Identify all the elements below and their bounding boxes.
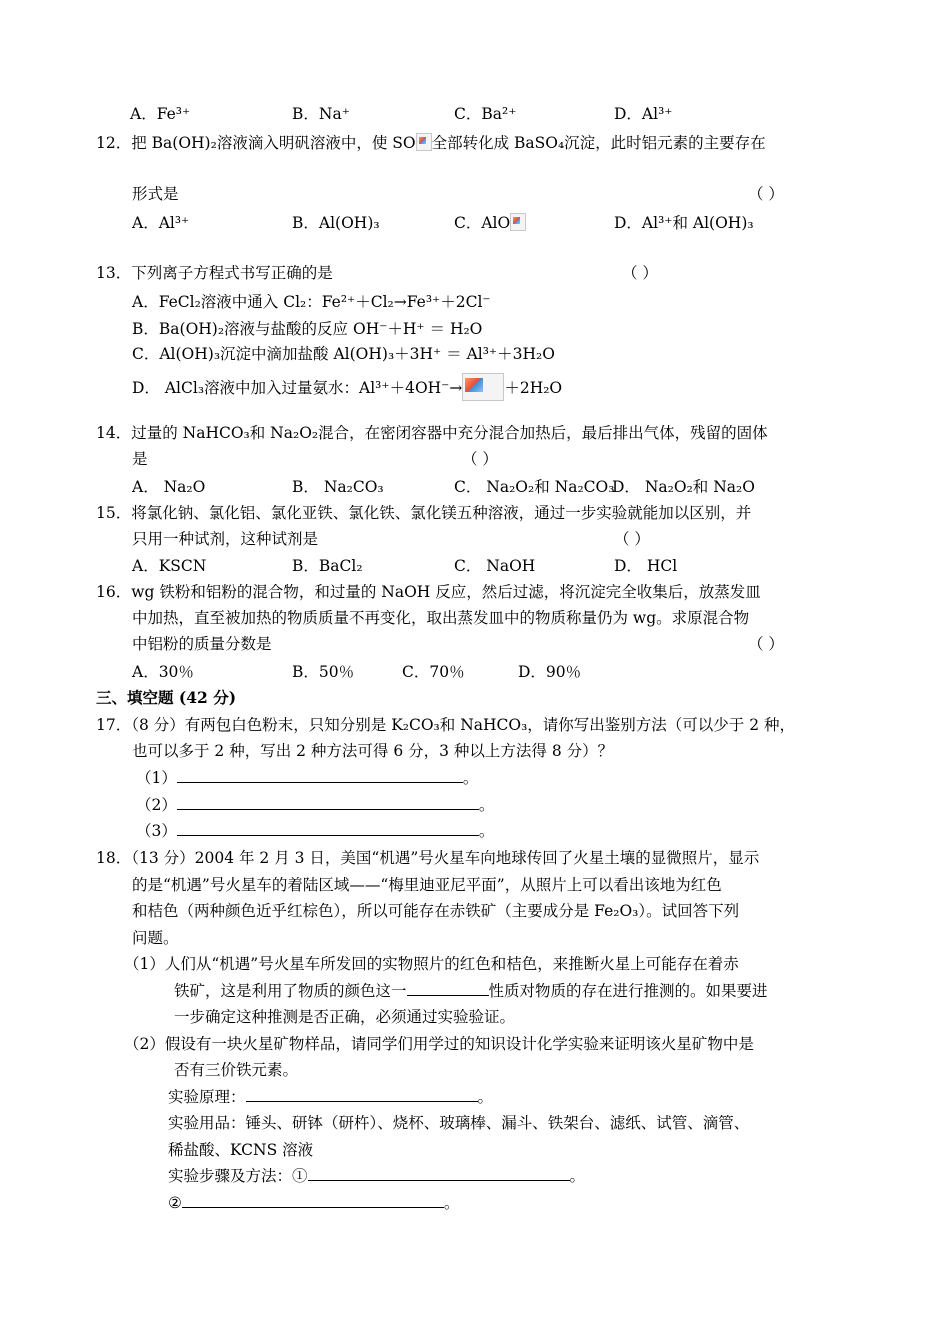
q13-option-c: C．Al(OH)₃沉淀中滴加盐酸 Al(OH)₃＋3H⁺ ＝ Al³⁺＋3H₂O — [132, 345, 555, 363]
q18-stem-line2: 的是“机遇”号火星车的着陆区域——“梅里迪亚尼平面”，从照片上可以看出该地为红色 — [132, 876, 722, 894]
q16-stem-line2: 中加热，直至被加热的物质质量不再变化，取出蒸发皿中的物质称量仍为 wg。求原混合物 — [132, 609, 750, 627]
q15-option-d: D． HCl — [614, 557, 678, 575]
answer-blank[interactable] — [177, 768, 463, 783]
q18-steps-label: 实验步骤及方法：① — [168, 1167, 308, 1185]
q16-stem-line1: 16．wg 铁粉和铝粉的混合物，和过量的 NaOH 反应，然后过滤，将沉淀完全收集后，放蒸发皿 — [96, 583, 761, 601]
q18-part2-line1: （2）假设有一块火星矿物样品，请同学们用学过的知识设计化学实验来证明该火星矿物中是 — [124, 1035, 754, 1053]
q12-option-a: A．Al³⁺ — [132, 214, 190, 232]
q14-option-d: D． Na₂O₂和 Na₂O — [612, 478, 755, 496]
q11-option-b: B．Na⁺ — [292, 105, 350, 123]
q17-answer-2[interactable] — [136, 795, 494, 815]
answer-blank[interactable] — [182, 1193, 444, 1208]
answer-blank[interactable] — [246, 1087, 478, 1102]
q17-stem-line2: 也可以多于 2 种，写出 2 种方法可得 6 分，3 种以上方法得 8 分）？ — [132, 742, 614, 760]
q18-part2-line2: 否有三价铁元素。 — [174, 1061, 299, 1079]
q16-stem-line3: 中铝粉的质量分数是 — [132, 635, 272, 653]
q18-stem-line3: 和桔色（两种颜色近乎红棕色），所以可能存在赤铁矿（主要成分是 Fe₂O₃）。试回答下列 — [132, 902, 740, 920]
q16-answer-paren: （ ） — [748, 635, 784, 653]
q16-option-a: A．30％ — [132, 663, 194, 681]
q17-answer-2-label: （2） — [136, 796, 177, 814]
q18-supplies-line1: 实验用品：锤头、研钵（研杵）、烧杯、玻璃棒、漏斗、铁架台、滤纸、试管、滴管、 — [168, 1114, 750, 1132]
q17-answer-1[interactable] — [136, 768, 478, 788]
q14-option-b: B． Na₂CO₃ — [292, 478, 384, 496]
answer-blank[interactable] — [177, 821, 479, 836]
q12-stem-pre: 12．把 Ba(OH)₂溶液滴入明矾溶液中，使 SO — [96, 134, 416, 152]
q17-answer-3-label: （3） — [136, 822, 177, 840]
q11-option-c: C．Ba²⁺ — [454, 105, 517, 123]
q12-option-d: D．Al³⁺和 Al(OH)₃ — [614, 214, 754, 232]
broken-image-icon — [416, 133, 432, 151]
broken-image-icon — [462, 373, 504, 401]
period: 。 — [478, 822, 495, 840]
q13-stem: 13．下列离子方程式书写正确的是 — [96, 264, 333, 282]
q18-part1-post: 性质对物质的存在进行推测的。如果要进 — [488, 982, 768, 1000]
q15-option-c: C． NaOH — [454, 557, 536, 575]
q18-steps[interactable] — [168, 1166, 585, 1186]
q17-answer-3[interactable] — [136, 821, 494, 841]
q12-stem-post: 全部转化成 BaSO₄沉淀，此时铝元素的主要存在 — [431, 134, 766, 152]
q13-option-b: B．Ba(OH)₂溶液与盐酸的反应 OH⁻＋H⁺ ＝ H₂O — [132, 320, 483, 338]
q17-answer-1-label: （1） — [136, 769, 177, 787]
period: 。 — [478, 796, 495, 814]
q15-option-b: B．BaCl₂ — [292, 557, 363, 575]
q15-answer-paren: （ ） — [614, 530, 650, 548]
q18-step2-label: ② — [168, 1194, 182, 1212]
q18-supplies-line2: 稀盐酸、KCNS 溶液 — [168, 1141, 314, 1159]
period: 。 — [443, 1194, 460, 1212]
q13-option-d-pre: D． AlCl₃溶液中加入过量氨水：Al³⁺＋4OH⁻→ — [132, 379, 463, 397]
q14-option-a: A． Na₂O — [132, 478, 206, 496]
q18-part1-line3: 一步确定这种推测是否正确，必须通过实验验证。 — [174, 1008, 516, 1026]
q11-option-d: D．Al³⁺ — [614, 105, 673, 123]
q12-answer-paren: （ ） — [748, 185, 784, 203]
q18-stem-line4: 问题。 — [132, 929, 179, 947]
q13-option-d — [132, 373, 562, 401]
q16-option-d: D．90％ — [518, 663, 582, 681]
section-heading: 三、填空题 (42 分) — [96, 688, 237, 707]
q16-option-b: B．50％ — [292, 663, 355, 681]
q13-option-a: A．FeCl₂溶液中通入 Cl₂：Fe²⁺＋Cl₂→Fe³⁺＋2Cl⁻ — [132, 293, 491, 311]
q16-option-c: C．70％ — [402, 663, 465, 681]
answer-blank[interactable] — [177, 795, 479, 810]
q18-part1-line1: （1）人们从“机遇”号火星车所发回的实物照片的红色和桔色，来推断火星上可能存在着赤 — [124, 955, 739, 973]
q12-stem-line2: 形式是 — [132, 185, 179, 203]
q14-option-c: C． Na₂O₂和 Na₂CO₃ — [454, 478, 615, 496]
q17-stem-line1: 17．（8 分）有两包白色粉末，只知分别是 K₂CO₃和 NaHCO₃，请你写出鉴别方法（可以少于 2 种， — [96, 716, 796, 734]
q14-answer-paren: （ ） — [462, 450, 498, 468]
q15-stem-line1: 15．将氯化钠、氯化铝、氯化亚铁、氯化铁、氯化镁五种溶液，通过一步实验就能加以区别，并 — [96, 504, 752, 522]
q12-option-b: B．Al(OH)₃ — [292, 214, 380, 232]
period: 。 — [569, 1167, 586, 1185]
period: 。 — [477, 1088, 494, 1106]
broken-image-icon — [510, 213, 526, 231]
q18-principle[interactable] — [168, 1087, 493, 1107]
q11-option-a: A．Fe³⁺ — [130, 105, 191, 123]
answer-blank[interactable] — [308, 1166, 570, 1181]
q18-part1-pre: 铁矿，这是利用了物质的颜色这一 — [174, 982, 407, 1000]
q12-option-c — [454, 213, 526, 233]
period: 。 — [462, 769, 479, 787]
q13-option-d-post: ＋2H₂O — [504, 379, 563, 397]
q12-stem-line1 — [96, 133, 766, 153]
q18-stem-line1: 18．（13 分）2004 年 2 月 3 日，美国“机遇”号火星车向地球传回了火星土壤的显微照片，显示 — [96, 849, 760, 867]
q14-stem-line1: 14．过量的 NaHCO₃和 Na₂O₂混合，在密闭容器中充分混合加热后，最后排出气体，残留的固体 — [96, 424, 768, 442]
q14-stem-line2: 是 — [132, 450, 148, 468]
q15-stem-line2: 只用一种试剂，这种试剂是 — [132, 530, 319, 548]
q15-option-a: A．KSCN — [132, 557, 207, 575]
q13-answer-paren: （ ） — [622, 264, 658, 282]
answer-blank[interactable] — [407, 981, 489, 996]
q18-part1-line2[interactable] — [174, 981, 768, 1001]
q12-option-c-text: C．AlO — [454, 214, 511, 232]
q18-step2[interactable] — [168, 1193, 459, 1213]
q18-principle-label: 实验原理： — [168, 1088, 246, 1106]
